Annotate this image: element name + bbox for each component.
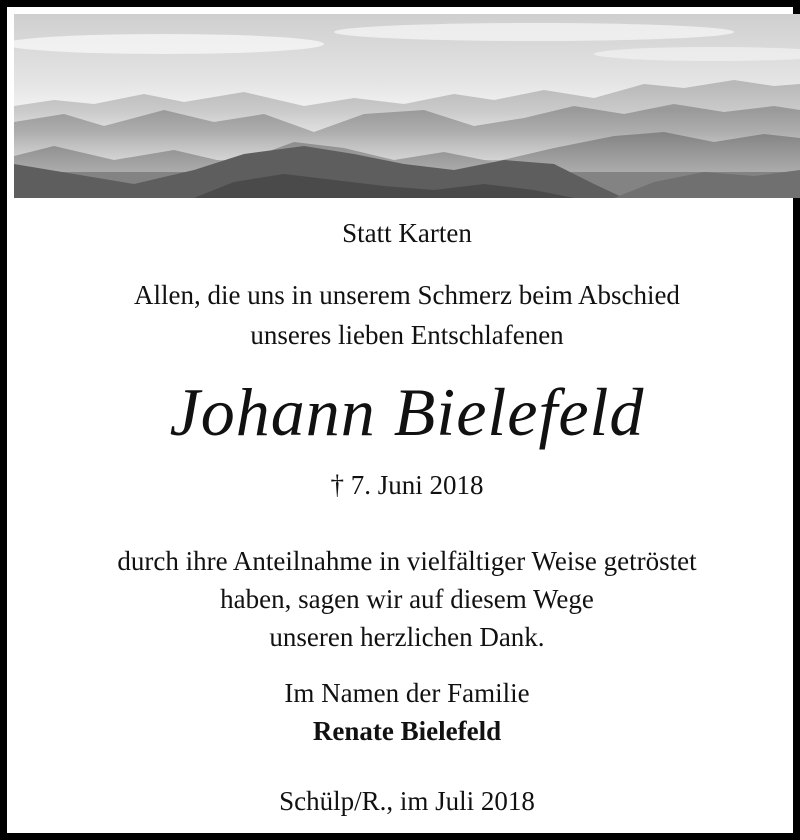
thanks-line-3: unseren herzlichen Dank.	[269, 622, 545, 652]
opening-line-2: unseres lieben Entschlafenen	[250, 320, 564, 350]
thanks-line-2: haben, sagen wir auf diesem Wege	[220, 584, 594, 614]
deceased-name: Johann Bielefeld	[169, 374, 645, 450]
place-date-line: Schülp/R., im Juli 2018	[279, 786, 535, 816]
death-date: † 7. Juni 2018	[330, 470, 484, 500]
signatory-name: Renate Bielefeld	[312, 716, 502, 746]
intro-line: Statt Karten	[342, 218, 472, 248]
mountain-landscape-image	[14, 14, 800, 198]
opening-line-1: Allen, die uns in unserem Schmerz beim Abschied	[134, 280, 680, 310]
notice-text	[14, 198, 800, 840]
thanks-line-1: durch ihre Anteilnahme in vielfältiger Weise getröstet	[117, 546, 697, 576]
on-behalf-line: Im Namen der Familie	[284, 678, 530, 708]
